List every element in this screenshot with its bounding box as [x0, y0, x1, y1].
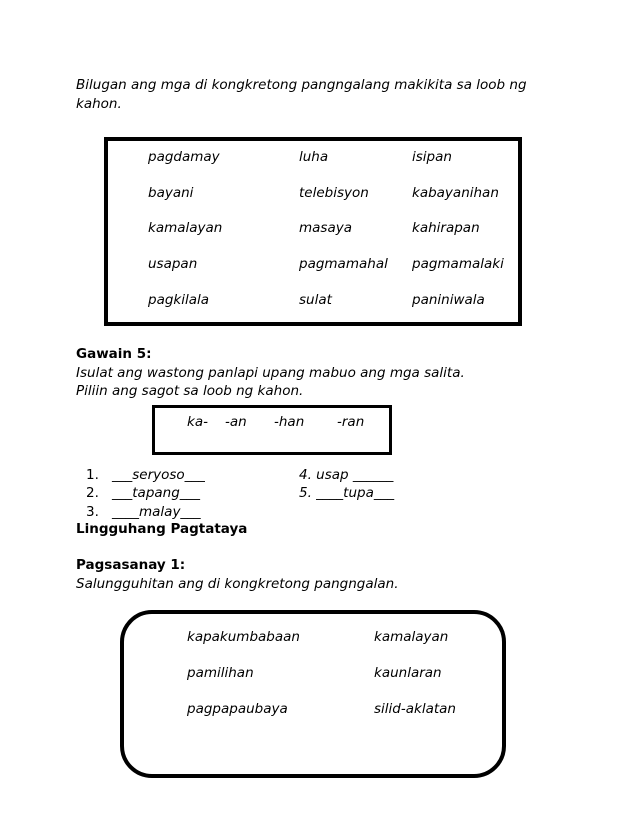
gawain5-instruction-1: Isulat ang wastong panlapi upang mabuo ang mga salita.	[76, 365, 465, 381]
item-number: 3.	[86, 504, 99, 520]
word-cell: paniniwala	[412, 292, 485, 308]
instruction-line-2: kahon.	[76, 96, 122, 112]
word-cell: silid-aklatan	[374, 701, 456, 717]
word-cell: kapakumbabaan	[187, 629, 300, 645]
pagsasanay1-instruction: Salungguhitan ang di kongkretong pangngalan.	[76, 576, 399, 592]
word-cell: isipan	[412, 149, 452, 165]
section-heading-pagsasanay1: Pagsasanay 1:	[76, 557, 186, 573]
affix: -han	[274, 414, 305, 430]
word-cell: pagmamalaki	[412, 256, 504, 272]
item-text: ___seryoso___	[112, 467, 205, 483]
word-cell: pagkilala	[148, 292, 210, 308]
word-cell: sulat	[299, 292, 332, 308]
word-cell: pagpapaubaya	[187, 701, 288, 717]
word-cell: pagmamahal	[299, 256, 388, 272]
instruction-line-1: Bilugan ang mga di kongkretong pangngalang makikita sa loob ng	[76, 77, 527, 93]
word-cell: bayani	[148, 185, 194, 201]
word-cell: pamilihan	[187, 665, 254, 681]
item-text: ____malay___	[112, 504, 201, 520]
word-cell: kahirapan	[412, 220, 480, 236]
affix: -ran	[337, 414, 365, 430]
gawain5-instruction-2: Piliin ang sagot sa loob ng kahon.	[76, 383, 304, 399]
affix-box	[152, 405, 392, 455]
item-text: 5. ____tupa___	[299, 485, 395, 501]
word-cell: luha	[299, 149, 329, 165]
word-cell: usapan	[148, 256, 198, 272]
item-number: 1.	[86, 467, 99, 483]
word-cell: kamalayan	[374, 629, 449, 645]
item-number: 2.	[86, 485, 99, 501]
word-cell: kabayanihan	[412, 185, 499, 201]
affix: -an	[225, 414, 247, 430]
item-text: 4. usap ______	[299, 467, 394, 483]
section-heading-lingguhang: Lingguhang Pagtataya	[76, 521, 248, 537]
affix: ka-	[187, 414, 208, 430]
word-cell: masaya	[299, 220, 352, 236]
word-cell: telebisyon	[299, 185, 369, 201]
word-cell: kamalayan	[148, 220, 223, 236]
word-cell: pagdamay	[148, 149, 220, 165]
item-text: ___tapang___	[112, 485, 201, 501]
section-heading-gawain5: Gawain 5:	[76, 346, 152, 362]
word-cell: kaunlaran	[374, 665, 442, 681]
